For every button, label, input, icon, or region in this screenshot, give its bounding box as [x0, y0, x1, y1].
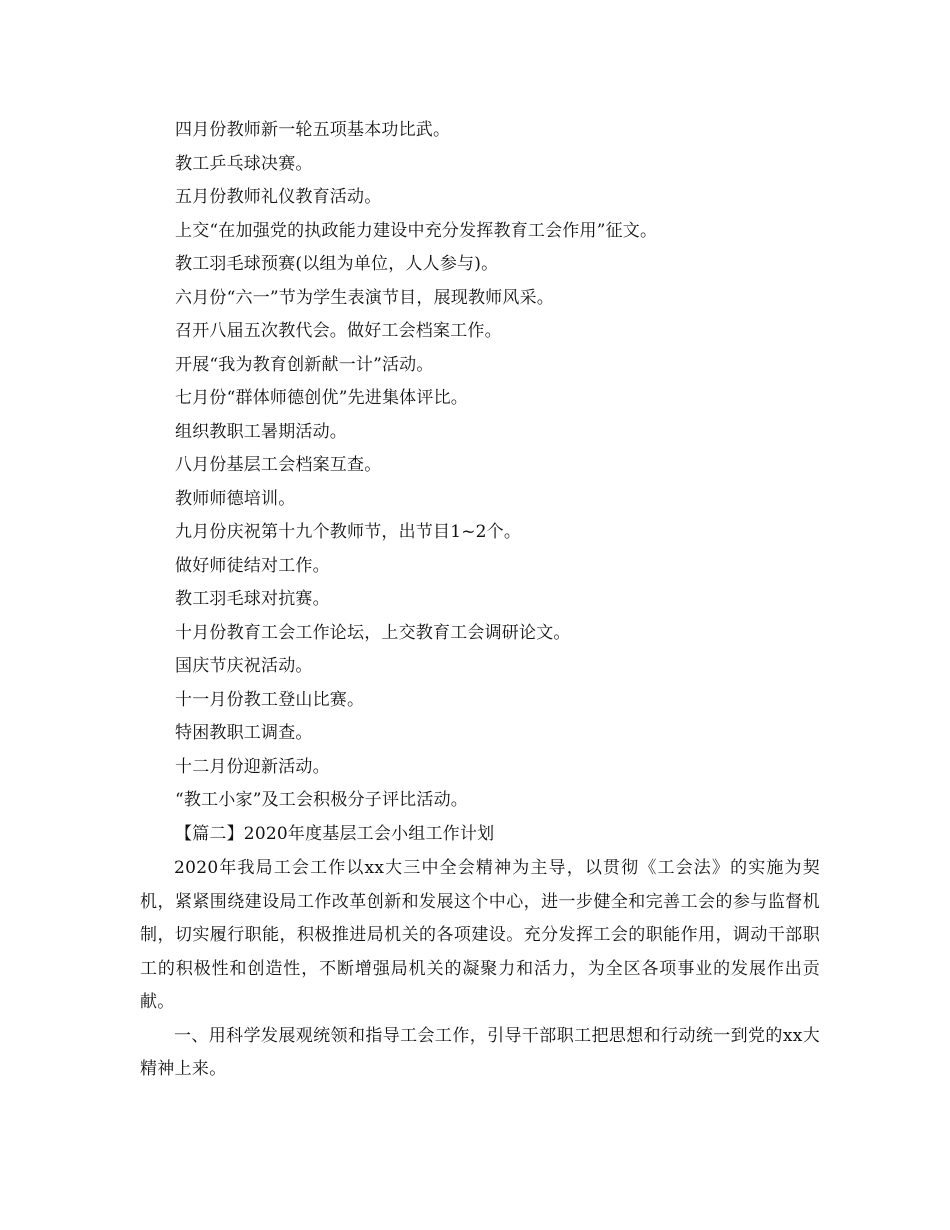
activity-list [175, 114, 835, 851]
list-item: 九月份庆祝第十九个教师节，出节目1~2个。 [175, 522, 522, 542]
list-item: 六月份“六一”节为学生表演节目，展现教师风采。 [175, 287, 554, 308]
list-item: 教师师德培训。 [175, 488, 296, 509]
list-item: 教工乒乓球决赛。 [175, 153, 313, 174]
list-item: 十一月份教工登山比赛。 [175, 689, 365, 710]
paragraph-item-one: 一、用科学发展观统领和指导工会工作，引导干部职工把思想和行动统一到党的xx大精神上来。 [140, 1025, 820, 1079]
paragraph-intro: 2020年我局工会工作以xx大三中全会精神为主导，以贯彻《工会法》的实施为契机，紧紧围绕建设局工作改革创新和发展这个中心，进一步健全和完善工会的参与监督机制，切实履行职能，积极推进局机关的各项建设。充分发挥工会的职能作用，调动干部职工的积极性和创造性，不断增强局机关的凝聚力和活力，为全区各项事业的发展作出贡献。 [140, 858, 820, 1012]
list-item: 做好师徒结对工作。 [175, 555, 330, 576]
body-text [140, 852, 820, 1087]
list-item: 七月份“群体师德创优”先进集体评比。 [175, 388, 468, 408]
list-item: 开展“我为教育创新献一计”活动。 [175, 354, 434, 375]
list-item: 上交“在加强党的执政能力建设中充分发挥教育工会作用”征文。 [175, 220, 658, 241]
list-item: 五月份教师礼仪教育活动。 [175, 187, 382, 207]
list-item: 国庆节庆祝活动。 [175, 656, 313, 676]
list-item: 十二月份迎新活动。 [175, 756, 330, 777]
list-item: 十月份教育工会工作论坛，上交教育工会调研论文。 [175, 622, 571, 643]
list-item: 召开八届五次教代会。做好工会档案工作。 [175, 321, 502, 341]
list-item: “教工小家”及工会积极分子评比活动。 [175, 790, 468, 810]
list-item: 特困教职工调查。 [175, 723, 313, 743]
section-heading: 【篇二】2020年度基层工会小组工作计划 [175, 823, 495, 844]
list-item: 四月份教师新一轮五项基本功比武。 [175, 120, 451, 140]
list-item: 组织教职工暑期活动。 [175, 421, 347, 442]
list-item: 教工羽毛球预赛(以组为单位，人人参与)。 [175, 254, 499, 274]
list-item: 教工羽毛球对抗赛。 [175, 589, 330, 609]
list-item: 八月份基层工会档案互查。 [175, 455, 382, 475]
